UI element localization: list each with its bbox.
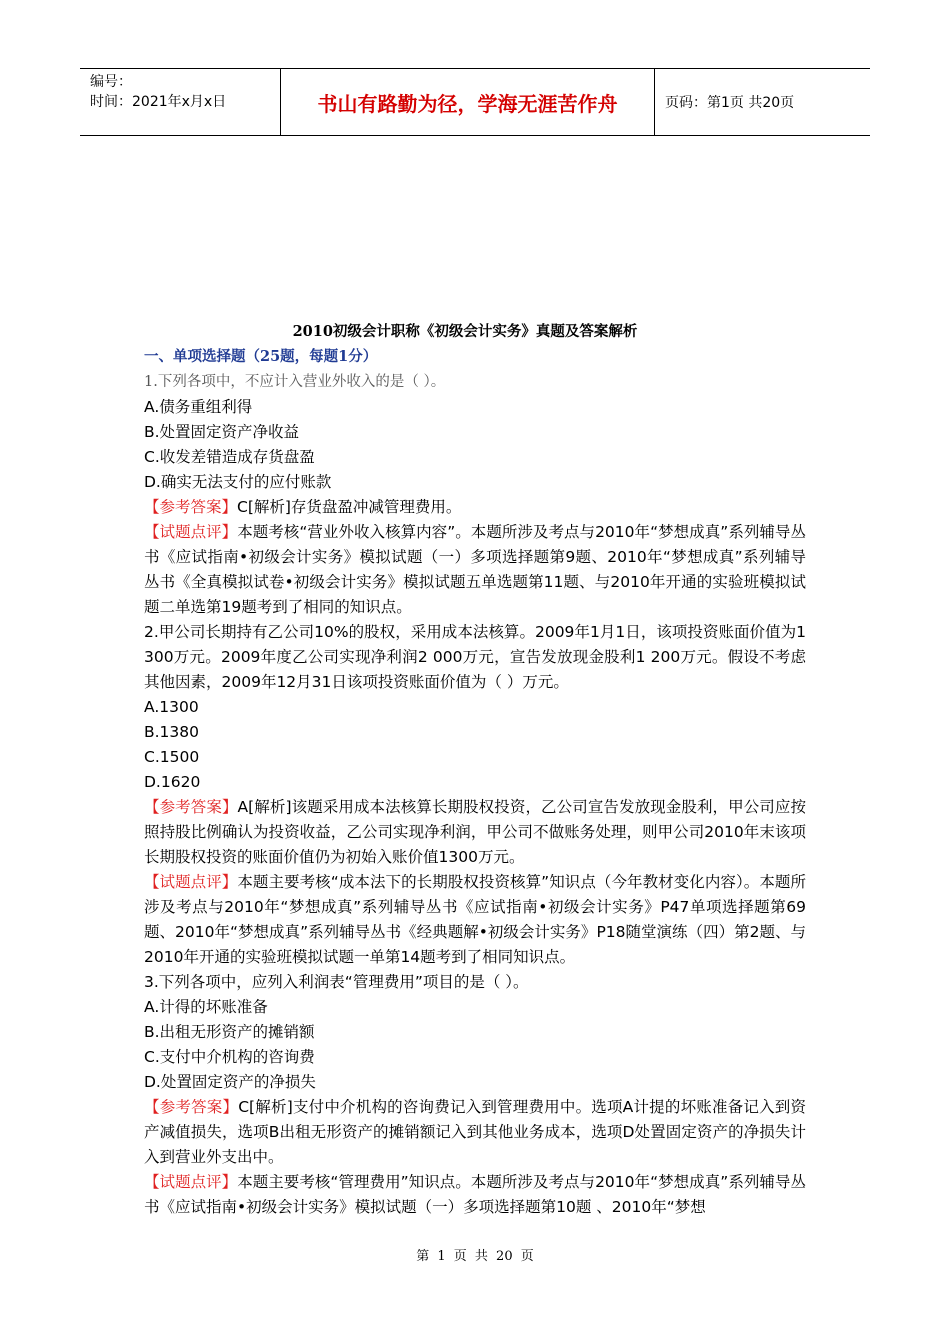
- page-footer: 第 1 页 共 20 页: [416, 1249, 534, 1264]
- header-page-info: 页码：第1页 共20页: [665, 95, 795, 111]
- answer-tag: 【参考答案】: [144, 498, 238, 516]
- question-1-option-c: C.收发差错造成存货盘盈: [144, 448, 315, 466]
- review-text: 本题考核“营业外收入核算内容”。本题所涉及考点与2010年“梦想成真”系列辅导丛书《应试指南•初级会计实务》模拟试题（一）多项选择题第9题、2010年“梦想成真”系列辅导丛书《全真模拟试卷•初级会计实务》模拟试题五单选题第11题、与2010年开通的实验班模拟试题二单选第19题考到了相同的知识点。: [144, 523, 806, 616]
- question-2-option-d: D.1620: [144, 773, 201, 791]
- question-2-review: [144, 870, 806, 970]
- document-body: [144, 320, 806, 1220]
- answer-text: C[解析]存货盘盈冲减管理费用。: [237, 498, 462, 516]
- answer-tag: 【参考答案】: [144, 1098, 239, 1116]
- question-3-answer: [144, 1095, 806, 1170]
- question-1-review: [144, 520, 806, 620]
- question-3-option-a: A.计得的坏账准备: [144, 998, 268, 1016]
- review-tag: 【试题点评】: [144, 873, 238, 891]
- question-3-option-c: C.支付中介机构的咨询费: [144, 1048, 315, 1066]
- question-1-answer: [144, 495, 806, 520]
- question-1-option-b: B.处置固定资产净收益: [144, 423, 300, 441]
- question-1-option-d: D.确实无法支付的应付账款: [144, 473, 332, 491]
- review-tag: 【试题点评】: [144, 1173, 238, 1191]
- question-3-stem: 3.下列各项中，应列入利润表“管理费用”项目的是（ ）。: [144, 973, 529, 991]
- header-meta: [80, 69, 280, 135]
- review-tag: 【试题点评】: [144, 523, 238, 541]
- question-1-stem: 1.下列各项中，不应计入营业外收入的是（ ）。: [144, 374, 446, 390]
- doc-time-label: 时间：2021年x月x日: [90, 94, 227, 110]
- review-text: 本题主要考核“管理费用”知识点。本题所涉及考点与2010年“梦想成真”系列辅导丛书《应试指南•初级会计实务》模拟试题（一）多项选择题第10题 、2010年“梦想: [144, 1173, 806, 1216]
- answer-text: A[解析]该题采用成本法核算长期股权投资，乙公司宣告发放现金股利，甲公司应按照持股比例确认为投资收益，乙公司实现净利润，甲公司不做账务处理，则甲公司2010年末该项长期股权投资的账面价值仍为初始入账价值1300万元。: [144, 798, 806, 866]
- document-title: 2010初级会计职称《初级会计实务》真题及答案解析: [292, 323, 638, 340]
- question-1-option-a: A.债务重组利得: [144, 398, 253, 416]
- question-3-option-d: D.处置固定资产的净损失: [144, 1073, 316, 1091]
- question-2-option-a: A.1300: [144, 698, 199, 716]
- doc-number-label: 编号：: [90, 74, 132, 90]
- page-header: [80, 68, 870, 136]
- question-2-option-c: C.1500: [144, 748, 200, 766]
- question-3-option-b: B.出租无形资产的摊销额: [144, 1023, 315, 1041]
- answer-tag: 【参考答案】: [144, 798, 238, 816]
- answer-text: C[解析]支付中介机构的咨询费记入到管理费用中。选项A计提的坏账准备记入到资产减值损失，选项B出租无形资产的摊销额记入到其他业务成本，选项D处置固定资产的净损失计入到营业外支出中。: [144, 1098, 806, 1166]
- question-2-option-b: B.1380: [144, 723, 200, 741]
- question-3-review: [144, 1170, 806, 1220]
- question-2-answer: [144, 795, 806, 870]
- review-text: 本题主要考核“成本法下的长期股权投资核算”知识点（今年教材变化内容）。本题所涉及考点与2010年“梦想成真”系列辅导丛书《应试指南•初级会计实务》P47单项选择题第69题、2010年“梦想成真”系列辅导丛书《经典题解•初级会计实务》P18随堂演练（四）第2题、与2010年开通的实验班模拟试题一单第14题考到了相同知识点。: [144, 873, 806, 966]
- question-2-stem: 2.甲公司长期持有乙公司10%的股权，采用成本法核算。2009年1月1日，该项投资账面价值为1 300万元。2009年度乙公司实现净利润2 000万元，宣告发放现金股利1 200万元。假设不考虑其他因素，2009年12月31日该项投资账面价值为（ ）万元。: [144, 623, 806, 691]
- section-title: 一、单项选择题（25题，每题1分）: [144, 348, 378, 365]
- header-motto: 书山有路勤为径，学海无涯苦作舟: [280, 69, 655, 135]
